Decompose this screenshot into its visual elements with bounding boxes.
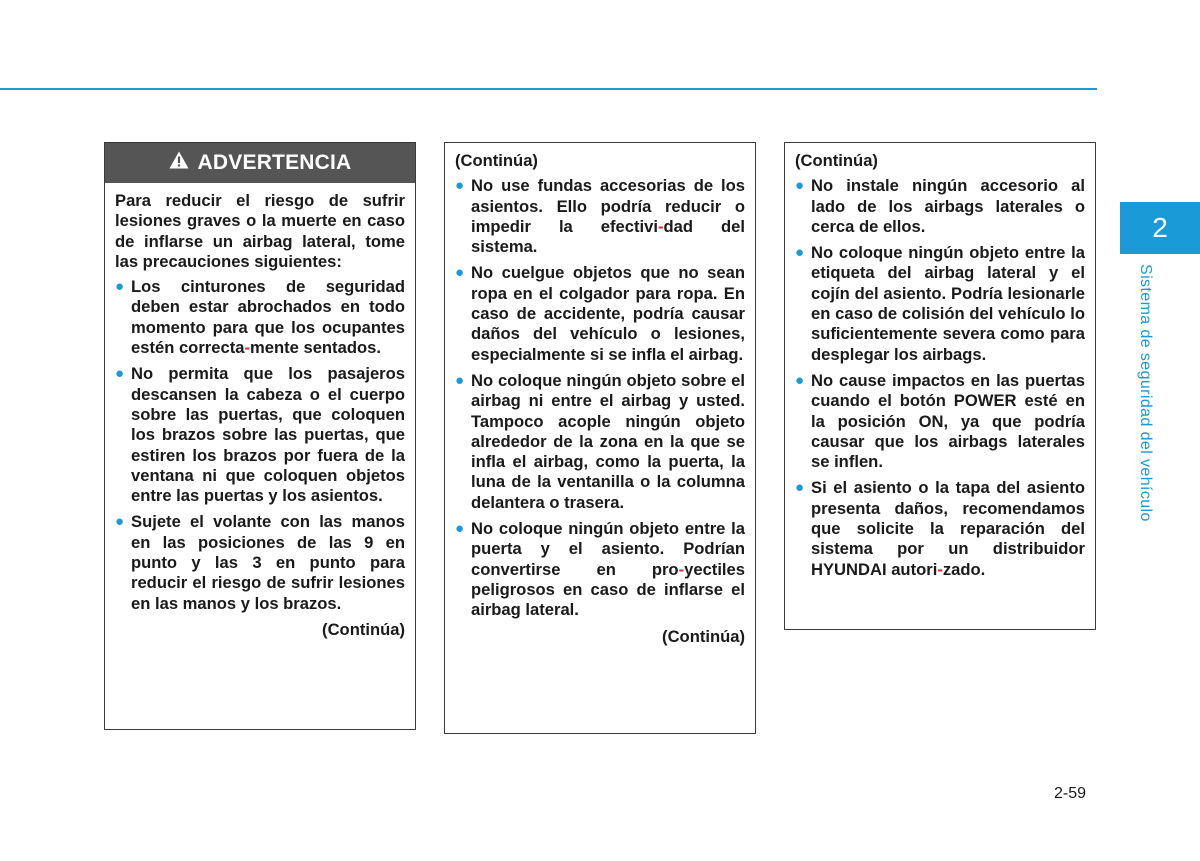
bullet-icon: ● (115, 365, 125, 383)
bullet-icon: ● (795, 177, 805, 195)
list-item: ● No coloque ningún objeto sobre el airbag ni entre el airbag y usted. Tampoco acople ningún objeto alrededor de la zona en la que se infla el airbag, como la puerta, la luna de la ventanilla o la columna delantera o trasera. (455, 370, 745, 512)
list-item: ● No coloque ningún objeto entre la etiqueta del airbag lateral y el cojín del asiento. Podría lesionarle en caso de colisión del vehículo lo suficientemente severa como para desplegar los airbags. (795, 243, 1085, 364)
warning-icon (169, 151, 189, 175)
continued-label: (Continúa) (455, 151, 538, 170)
bullet-icon: ● (455, 520, 465, 538)
bullet-icon: ● (455, 371, 465, 389)
list-item: ● Si el asiento o la tapa del asiento presenta daños, recomendamos que solicite la reparación del sistema por un distribuidor HYUNDAI autori-zado. (795, 478, 1085, 579)
warning-intro: Para reducir el riesgo de sufrir lesiones graves o la muerte en caso de inflarse un airbag lateral, tome las precauciones siguientes: (115, 191, 405, 271)
list-item: ● Los cinturones de seguridad deben estar abrochados en todo momento para que los ocupantes estén correcta-mente sentados. (115, 277, 405, 358)
list-item: ● No coloque ningún objeto entre la puerta y el asiento. Podrían convertirse en pro-yectiles peligrosos en caso de inflarse el airbag lateral. (455, 519, 745, 620)
list-item: ● Sujete el volante con las manos en las posiciones de las 9 en punto y las 3 en punto para reducir el riesgo de sufrir lesiones en las manos y los brazos. (115, 512, 405, 613)
warning-box (104, 142, 416, 730)
list-item: ● No permita que los pasajeros descansen la cabeza o el cuerpo sobre las puertas, que coloquen los brazos sobre las puertas, que estiren los brazos por fuera de la ventana ni que coloquen objetos entre las puertas y los asientos. (115, 364, 405, 506)
bullet-icon: ● (115, 513, 125, 531)
bullet-icon: ● (795, 479, 805, 497)
chapter-tab: 2 (1120, 202, 1200, 254)
page-number: 2-59 (1054, 785, 1087, 802)
chapter-title: Sistema de seguridad del vehículo (1137, 264, 1154, 522)
list-item: ● No cuelgue objetos que no sean ropa en el colgador para ropa. En caso de accidente, podría causar daños del vehículo o lesiones, especialmente si se infla el airbag. (455, 263, 745, 364)
continued-box-3 (784, 142, 1096, 630)
bullet-icon: ● (795, 371, 805, 389)
bullet-icon: ● (115, 278, 125, 296)
continued-box-2 (444, 142, 756, 734)
bullet-icon: ● (455, 264, 465, 282)
warning-title: ADVERTENCIA (197, 151, 352, 174)
top-rule (0, 88, 1097, 90)
warning-header (105, 143, 415, 183)
list-item: ● No use fundas accesorias de los asientos. Ello podría reducir o impedir la efectivi-dad del sistema. (455, 176, 745, 257)
bullet-icon: ● (795, 244, 805, 262)
continued-label: (Continúa) (662, 626, 745, 646)
list-item: ● No cause impactos en las puertas cuando el botón POWER esté en la posición ON, ya que podría causar que los airbags laterales se inflen. (795, 370, 1085, 472)
continued-label: (Continúa) (795, 151, 878, 170)
list-item: ● No instale ningún accesorio al lado de los airbags laterales o cerca de ellos. (795, 176, 1085, 236)
continued-label: (Continúa) (322, 619, 405, 639)
bullet-icon: ● (455, 177, 465, 195)
